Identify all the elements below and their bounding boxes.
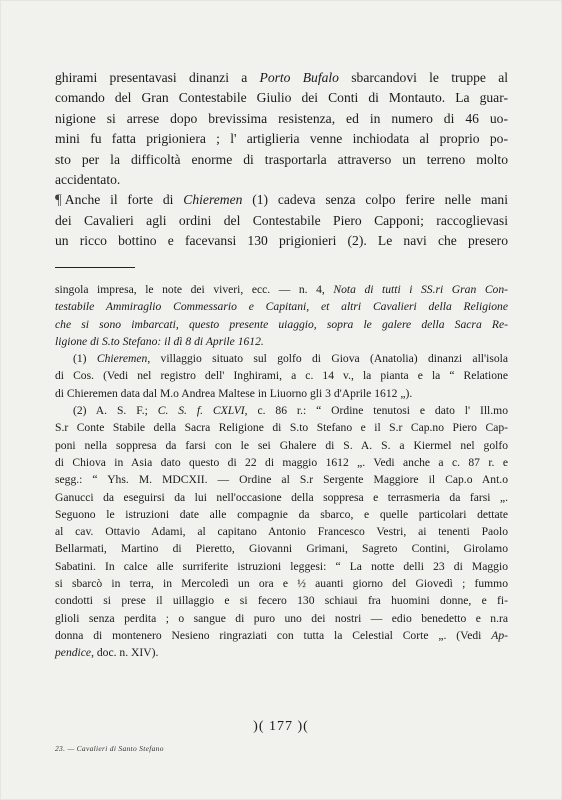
main-text-line: mini fu fatta prigioniera ; l' artiglieria venne inchiodata al proprio po- (55, 131, 508, 147)
main-text-line: sto per la difficoltà enorme di trasportarla attraverso un terreno molto (55, 151, 508, 167)
footnote-line: ligione di S.to Stefano: il dì 8 di Aprile 1612. (55, 334, 264, 348)
footnote-line: testabile Ammiraglio Commessario e Capitani, et altri Cavalieri della Religione (55, 300, 508, 314)
footnote-line: condotti si prese il uillaggio e si fecero 130 schiaui fra huomini donne, e fi- (55, 594, 508, 608)
footnote-line: (1) Chieremen, villaggio situato sul golfo di Giova (Anatolia) dinanzi all'isola (73, 352, 509, 366)
footnote-line: pendice, doc. n. XIV). (55, 646, 159, 660)
footnote-line: singola impresa, le note dei viveri, ecc. — n. 4, Nota di tutti i SS.ri Gran Con- (55, 283, 509, 296)
main-text-line: ghirami presentavasi dinanzi a Porto Bufalo sbarcandovi le truppe al (55, 70, 509, 85)
footnote-line: di Chieremen data dal M.o Andrea Maltese in Liuorno gli 3 d'Aprile 1612 „). (55, 386, 413, 400)
footnote-line: poni nella soppresa da farsi con le sei Ghalere di S. A. S. a Kiermel nel golfo (55, 438, 508, 452)
footnote-line: di Chiova in Asia dato questo di 22 di maggio 1612 „. Vedi anche a c. 87 r. e (55, 455, 508, 469)
footnote-line: Sabatini. In calce alle surriferite istruzioni leggesi: “ La notte delli 23 di Maggio (55, 559, 508, 573)
main-text-line: dei Cavalieri agli ordini del Contestabile Piero Capponi; raccoglievasi (55, 212, 508, 228)
main-text-block (55, 68, 508, 252)
main-text-line: accidentato. (55, 172, 121, 188)
footnotes-block (55, 281, 508, 662)
footnote-line: che si sono imbarcati, questo presente uiaggio, sopra le galere della Sacra Re- (55, 317, 508, 331)
footnote-line: Seguono le istruzioni date alle compagnie da sbarco, e quelle particolari dettate (55, 507, 508, 521)
signature-mark: 23. — Cavalieri di Santo Stefano (55, 744, 164, 753)
main-text-line: ¶ Anche il forte di Chieremen (1) cadeva senza colpo ferire nelle mani (55, 192, 508, 209)
page-number: )( 177 )( (253, 719, 309, 734)
footnote-divider (55, 267, 135, 268)
footnote-line: donna di montenero Nesieno ringraziati con tutta la Celestial Corte „. (Vedi Ap- (55, 628, 508, 642)
footnote-line: (2) A. S. F.; C. S. f. CXLVI, c. 86 r.: “ Ordine tenutosi e dato l' Ill.mo (73, 404, 508, 418)
footnote-line: S.r Conte Stabile della Sacra Religione di S.to Stefano e il S.r Cap.no Piero Cap- (55, 421, 508, 435)
main-text-line: un ricco bottino e facevansi 130 prigionieri (2). Le navi che presero (55, 233, 508, 249)
main-text-line: comando del Gran Contestabile Giulio dei Conti di Montauto. La guar- (55, 90, 508, 106)
footnote-line: segg.: “ Yhs. M. MDCXII. — Ordine al S.r Sergente Maggiore il Cap.o Ant.o (55, 473, 508, 487)
footnote-line: glioli senza perdita ; o sangue di puro uno dei nostri — edio benedetto e n.ra (55, 611, 508, 625)
footnote-line: di Cos. (Vedi nel registro dell' Inghirami, a c. 14 v., la pianta e la “ Relatione (55, 369, 508, 383)
footnote-line: Bellarmati, Martino di Pieretto, Giovanni Grimani, Sagreto Contini, Girolamo (55, 542, 508, 556)
main-text-line: nigione si arrese dopo brevissima resistenza, ed in numero di 46 uo- (55, 110, 508, 126)
footnote-line: si sbarcò in terra, in Mercoledì un ora e ½ auanti giorno del Giovedì ; fummo (55, 577, 508, 591)
footnote-line: Ganucci da eseguirsi da lui nell'occasione della soppresa e terrasmeria da farsi „. (55, 490, 508, 504)
footnote-line: al cav. Ottavio Adami, al capitano Antonio Francesco Vestri, ai tenenti Paolo (55, 525, 508, 539)
pilcrow-icon: ¶ (55, 192, 62, 209)
